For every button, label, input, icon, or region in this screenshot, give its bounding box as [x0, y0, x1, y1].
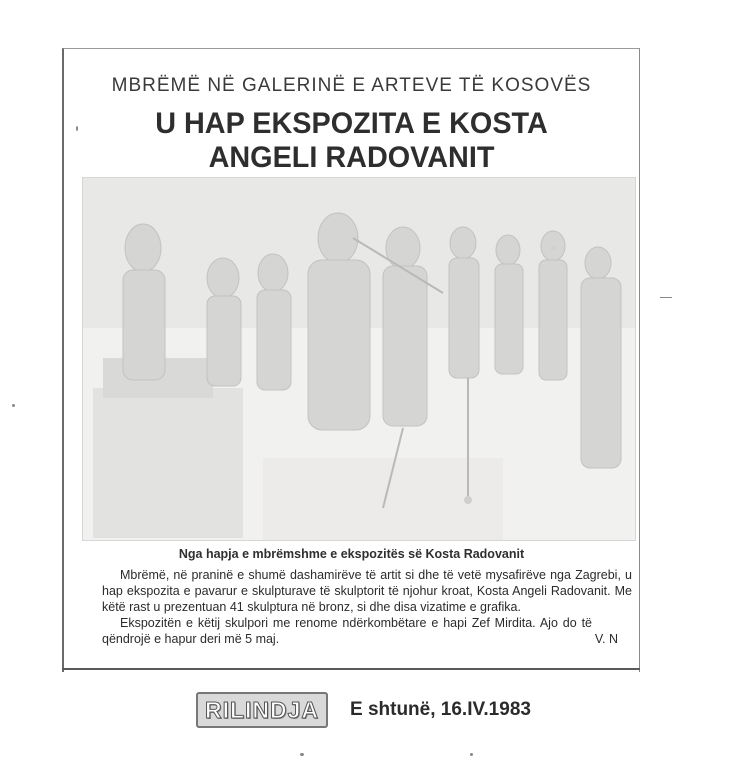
- newspaper-logo: RILINDJA: [196, 692, 328, 728]
- headline-line-1: U HAP EKSPOZITA E KOSTA: [155, 107, 548, 140]
- photo-caption: Nga hapja e mbrëmshme e ekspozitës së Kosta Radovanit: [178, 547, 525, 561]
- author-signature: V. N: [594, 632, 618, 646]
- article-paragraph-2: Ekspozitën e këtij skulpori me renome ndërkombëtare e hapi Zef Mirdita. Ajo do të qëndrojë e hapur deri më 5 maj.: [102, 616, 592, 646]
- publication-date: E shtunë, 16.IV.1983: [350, 699, 531, 720]
- paper-speck: [12, 404, 15, 407]
- article-body: [102, 567, 632, 647]
- headline-line-2: ANGELI RADOVANIT: [208, 141, 495, 174]
- exhibition-photo: [82, 177, 636, 541]
- article-kicker: MBRËMË NË GALERINË E ARTEVE TË KOSOVËS: [111, 75, 592, 96]
- article-headline: [76, 107, 628, 175]
- paper-speck: [300, 753, 304, 756]
- paper-speck: [76, 126, 78, 131]
- photo-crowd-image: [83, 178, 635, 540]
- article-paragraph-1: Mbrëmë, në praninë e shumë dashamirëve të artit si dhe të vetë mysafirëve nga Zagrebi, u hap ekspozita e pavarur e skulpturave të skulptorit të njohur kroat, Kosta Angeli Radovanit. Me këtë rast u prezentuan 41 skulptura në bronz, si dhe disa vizatime e grafika.: [102, 568, 632, 614]
- paper-speck: [660, 297, 672, 298]
- paper-speck: [470, 753, 473, 756]
- newspaper-clipping: [62, 48, 640, 672]
- clipping-bottom-rule: [62, 668, 640, 670]
- source-footer: [196, 688, 531, 732]
